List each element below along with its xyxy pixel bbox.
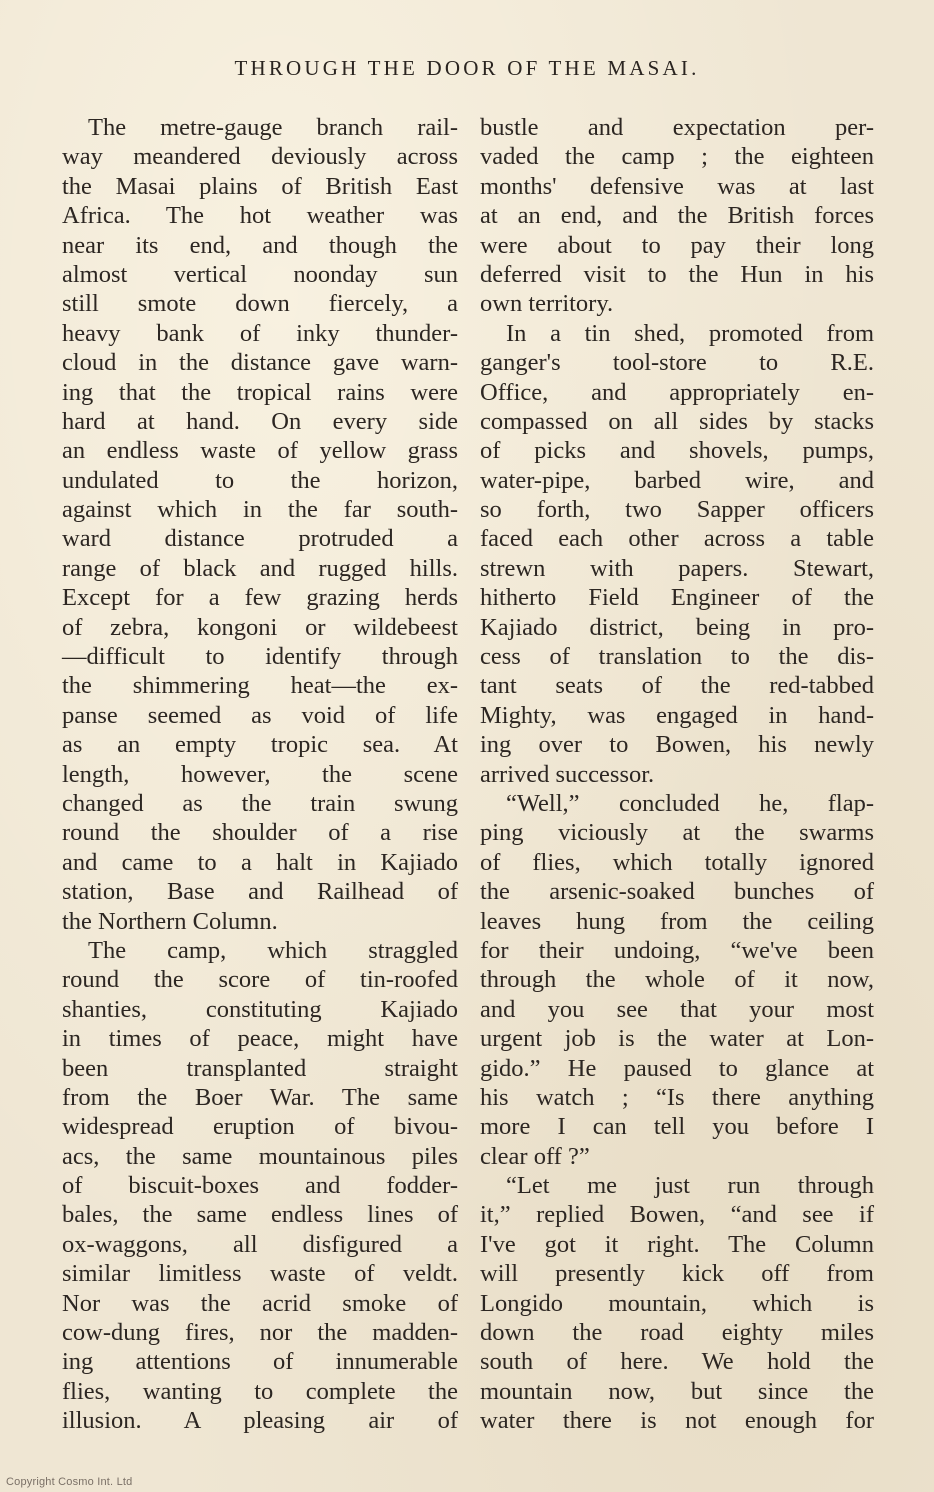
- text-line: In a tin shed, promoted from: [506, 319, 874, 347]
- text-line: more I can tell you before I: [480, 1113, 874, 1141]
- text-line: down the road eighty miles: [480, 1319, 874, 1347]
- text-line: ganger's tool-store to R.E.: [480, 349, 874, 377]
- text-line: hard at hand. On every side: [62, 407, 458, 435]
- running-title: THROUGH THE DOOR OF THE MASAI.: [234, 56, 700, 80]
- text-line: Africa. The hot weather was: [62, 202, 458, 230]
- text-line: still smote down fiercely, a: [62, 290, 458, 318]
- text-line: Nor was the acrid smoke of: [62, 1289, 458, 1317]
- text-line: bustle and expectation per-: [480, 114, 874, 141]
- text-line: shanties, constituting Kajiado: [62, 995, 458, 1023]
- text-line: it,” replied Bowen, “and see if: [480, 1201, 874, 1229]
- text-line: way meandered deviously across: [62, 143, 458, 171]
- copyright-watermark: Copyright Cosmo Int. Ltd: [6, 1476, 133, 1488]
- text-line: clear off ?”: [480, 1142, 590, 1170]
- text-line: so forth, two Sapper officers: [480, 496, 874, 524]
- text-line: round the score of tin-roofed: [62, 966, 458, 994]
- text-line: range of black and rugged hills.: [62, 554, 458, 582]
- left-text-column: [62, 113, 458, 1436]
- text-line: for their undoing, “we've been: [480, 936, 874, 964]
- text-line: vaded the camp ; the eighteen: [480, 143, 874, 171]
- text-line: arrived successor.: [480, 760, 655, 788]
- text-line: from the Boer War. The same: [62, 1083, 458, 1111]
- text-line: of flies, which totally ignored: [480, 848, 874, 876]
- text-line: of biscuit-boxes and fodder-: [62, 1172, 458, 1200]
- text-line: cess of translation to the dis-: [480, 643, 874, 671]
- text-line: of picks and shovels, pumps,: [480, 437, 874, 465]
- text-line: widespread eruption of bivou-: [62, 1113, 458, 1141]
- text-line: round the shoulder of a rise: [62, 819, 458, 847]
- text-line: the Northern Column.: [62, 907, 278, 935]
- text-line: strewn with papers. Stewart,: [480, 554, 874, 582]
- text-line: and you see that your most: [480, 995, 874, 1023]
- text-line: leaves hung from the ceiling: [480, 907, 874, 935]
- text-line: gido.” He paused to glance at: [480, 1054, 874, 1082]
- text-line: length, however, the scene: [62, 760, 458, 788]
- text-line: urgent job is the water at Lon-: [480, 1025, 874, 1053]
- text-line: cow-dung fires, nor the madden-: [62, 1319, 458, 1347]
- text-line: been transplanted straight: [62, 1054, 458, 1082]
- text-line: tant seats of the red-tabbed: [480, 672, 874, 700]
- text-line: and came to a halt in Kajiado: [62, 848, 458, 876]
- text-line: heavy bank of inky thunder-: [62, 319, 458, 347]
- text-line: compassed on all sides by stacks: [480, 407, 874, 435]
- text-line: the shimmering heat—the ex-: [62, 672, 458, 700]
- text-line: ing that the tropical rains were: [62, 378, 458, 406]
- text-line: ward distance protruded a: [62, 525, 458, 553]
- text-line: The metre-gauge branch rail-: [88, 114, 458, 141]
- text-line: will presently kick off from: [480, 1260, 874, 1288]
- text-line: ping viciously at the swarms: [480, 819, 874, 847]
- text-line: the Masai plains of British East: [62, 172, 458, 200]
- text-line: own territory.: [480, 290, 614, 318]
- text-line: deferred visit to the Hun in his: [480, 260, 874, 288]
- text-line: in times of peace, might have: [62, 1025, 458, 1053]
- text-line: station, Base and Railhead of: [62, 878, 458, 906]
- text-line: I've got it right. The Column: [480, 1230, 874, 1258]
- text-line: Except for a few grazing herds: [62, 584, 458, 612]
- text-line: against which in the far south-: [62, 496, 458, 524]
- text-line: were about to pay their long: [480, 231, 874, 259]
- text-line: cloud in the distance gave warn-: [62, 349, 458, 377]
- text-line: Office, and appropriately en-: [480, 378, 874, 406]
- text-line: flies, wanting to complete the: [62, 1377, 458, 1405]
- text-line: changed as the train swung: [62, 789, 458, 817]
- text-line: Mighty, was engaged in hand-: [480, 701, 874, 729]
- text-line: panse seemed as void of life: [62, 701, 458, 729]
- text-line: water there is not enough for: [480, 1407, 874, 1435]
- text-line: similar limitless waste of veldt.: [62, 1260, 458, 1288]
- text-line: The camp, which straggled: [88, 936, 458, 964]
- text-line: almost vertical noonday sun: [62, 260, 458, 288]
- text-line: the arsenic-soaked bunches of: [480, 878, 874, 906]
- text-line: an endless waste of yellow grass: [62, 437, 458, 465]
- text-line: ox-waggons, all disfigured a: [62, 1230, 458, 1258]
- text-line: of zebra, kongoni or wildebeest: [62, 613, 458, 641]
- text-line: ing over to Bowen, his newly: [480, 731, 874, 759]
- text-line: illusion. A pleasing air of: [62, 1407, 458, 1435]
- text-line: Kajiado district, being in pro-: [480, 613, 874, 641]
- text-line: mountain now, but since the: [480, 1377, 874, 1405]
- text-line: —difficult to identify through: [62, 643, 458, 671]
- text-line: bales, the same endless lines of: [62, 1201, 458, 1229]
- text-line: water-pipe, barbed wire, and: [480, 466, 874, 494]
- text-line: months' defensive was at last: [480, 172, 874, 200]
- text-line: his watch ; “Is there anything: [480, 1083, 874, 1111]
- text-line: south of here. We hold the: [480, 1348, 874, 1376]
- text-line: as an empty tropic sea. At: [62, 731, 458, 759]
- text-line: near its end, and though the: [62, 231, 458, 259]
- text-line: acs, the same mountainous piles: [62, 1142, 458, 1170]
- text-line: faced each other across a table: [480, 525, 874, 553]
- text-line: through the whole of it now,: [480, 966, 874, 994]
- text-line: undulated to the horizon,: [62, 466, 458, 494]
- text-line: Longido mountain, which is: [480, 1289, 874, 1317]
- text-line: “Let me just run through: [506, 1172, 874, 1200]
- text-line: “Well,” concluded he, flap-: [506, 789, 874, 817]
- right-text-column: [480, 113, 874, 1436]
- text-line: at an end, and the British forces: [480, 202, 874, 230]
- text-line: ing attentions of innumerable: [62, 1348, 458, 1376]
- text-line: hitherto Field Engineer of the: [480, 584, 874, 612]
